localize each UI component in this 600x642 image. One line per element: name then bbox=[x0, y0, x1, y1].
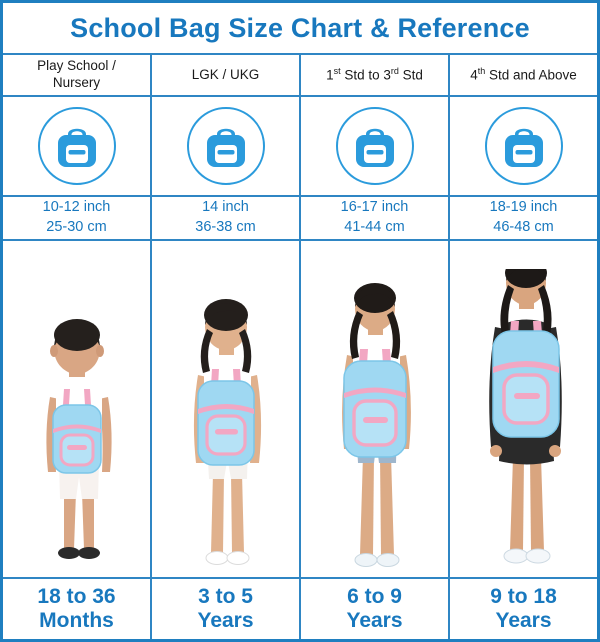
class-label-3-sup2: rd bbox=[390, 65, 399, 76]
size-inch-2: 14 inch bbox=[202, 199, 249, 216]
age-cell-2 bbox=[152, 579, 301, 639]
size-text-3 bbox=[341, 198, 409, 237]
photo-cell-3 bbox=[301, 241, 450, 577]
size-text-2 bbox=[195, 198, 255, 237]
size-cm-2: 36-38 cm bbox=[195, 219, 256, 235]
class-cell-2 bbox=[152, 55, 301, 95]
age-text-2 bbox=[197, 585, 253, 632]
size-cm-4: 46-48 cm bbox=[493, 219, 554, 235]
bag-icon-cell-3 bbox=[301, 97, 450, 195]
school-bag-icon bbox=[485, 107, 563, 185]
photo-cell-1 bbox=[3, 241, 152, 577]
age-line2-3: Years bbox=[346, 609, 403, 632]
age-text-1 bbox=[37, 585, 115, 632]
size-cell-3 bbox=[301, 197, 450, 239]
age-cell-3 bbox=[301, 579, 450, 639]
school-bag-icon bbox=[336, 107, 414, 185]
photo-row bbox=[3, 239, 597, 577]
class-label-3-sup1: st bbox=[333, 65, 341, 76]
age-line2-1: Months bbox=[39, 609, 114, 632]
page-title: School Bag Size Chart & Reference bbox=[70, 12, 530, 43]
age-cell-1 bbox=[3, 579, 152, 639]
size-row bbox=[3, 195, 597, 239]
bag-icon-row bbox=[3, 95, 597, 195]
class-label-row bbox=[3, 53, 597, 95]
size-text-1 bbox=[43, 198, 111, 237]
class-label-1 bbox=[33, 58, 120, 92]
class-label-3: 1st Std to 3rd Std bbox=[326, 65, 423, 83]
child-with-backpack-primary bbox=[302, 277, 448, 577]
photo-cell-4 bbox=[450, 241, 597, 577]
child-with-backpack-senior bbox=[451, 269, 597, 577]
size-cm-3: 41-44 cm bbox=[344, 219, 405, 235]
size-cm-1: 25-30 cm bbox=[46, 219, 107, 235]
size-inch-3: 16-17 inch bbox=[340, 199, 409, 216]
size-cell-2 bbox=[152, 197, 301, 239]
class-label-1-line1: Play School / bbox=[37, 58, 116, 74]
age-row bbox=[3, 577, 597, 639]
school-bag-icon bbox=[38, 107, 116, 185]
age-line1-3: 6 to 9 bbox=[347, 585, 402, 609]
class-cell-4 bbox=[450, 55, 597, 95]
title-row bbox=[3, 3, 597, 53]
age-line2-4: Years bbox=[495, 609, 552, 632]
child-with-backpack-kindergarten bbox=[153, 277, 299, 577]
age-line1-2: 3 to 5 bbox=[198, 585, 253, 609]
class-label-4: 4th Std and Above bbox=[470, 65, 577, 83]
age-line1-4: 9 to 18 bbox=[490, 585, 557, 609]
bag-icon-cell-2 bbox=[152, 97, 301, 195]
age-line2-2: Years bbox=[197, 609, 254, 632]
age-text-4 bbox=[490, 585, 557, 632]
size-text-4 bbox=[490, 198, 558, 237]
photo-cell-2 bbox=[152, 241, 301, 577]
class-cell-1 bbox=[3, 55, 152, 95]
class-label-4-sup1: th bbox=[477, 65, 486, 76]
age-text-3 bbox=[346, 585, 402, 632]
size-cell-4 bbox=[450, 197, 597, 239]
size-inch-4: 18-19 inch bbox=[489, 199, 558, 216]
class-label-2: LGK / UKG bbox=[191, 66, 260, 82]
school-bag-icon bbox=[187, 107, 265, 185]
size-cell-1 bbox=[3, 197, 152, 239]
bag-icon-cell-4 bbox=[450, 97, 597, 195]
age-cell-4 bbox=[450, 579, 597, 639]
bag-icon-cell-1 bbox=[3, 97, 152, 195]
class-label-1-line2: Nursery bbox=[52, 75, 101, 90]
class-cell-3 bbox=[301, 55, 450, 95]
age-line1-1: 18 to 36 bbox=[37, 585, 116, 609]
child-with-backpack-toddler bbox=[4, 277, 150, 577]
size-inch-1: 10-12 inch bbox=[42, 199, 111, 216]
